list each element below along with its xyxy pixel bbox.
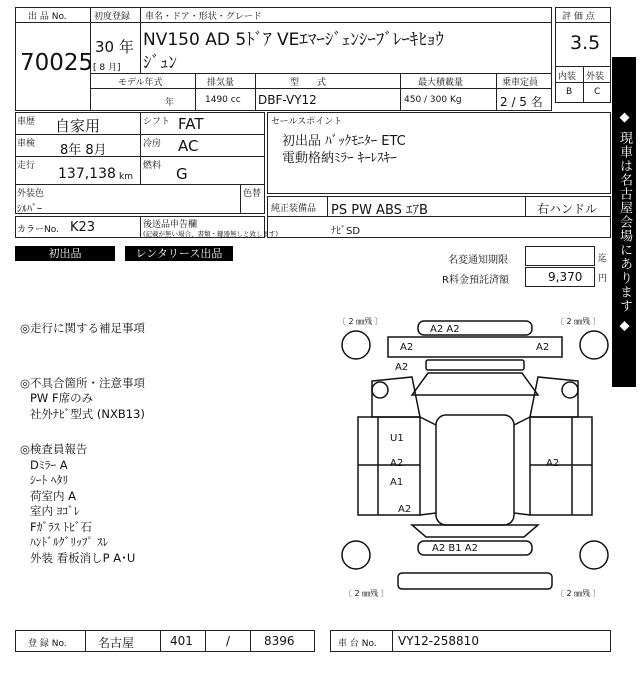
interior-label: 内装 <box>558 72 577 82</box>
registration-class: 401 <box>170 634 193 648</box>
fuel-label: 燃料 <box>143 161 162 171</box>
after-note: (記載が無い場合、書類・鍵器無しと致します) <box>143 230 279 238</box>
mark-front-bumper: A2 A2 <box>430 324 460 335</box>
recycle-amount: 9,370 <box>548 270 583 284</box>
car-name-line1: NV150 AD 5ﾄﾞｱ VEｴﾏｰｼﾞｪﾝｼｰﾌﾞﾚｰｷﾋｮｳ <box>143 30 444 50</box>
inspection: 8年 8月 <box>60 143 107 158</box>
note-line: PW F席のみ <box>30 391 94 405</box>
mark-left-rear: A2 <box>398 504 412 515</box>
chassis-label: 車 台 No. <box>338 639 377 649</box>
exterior-label: 外装 <box>586 72 605 82</box>
left-side <box>372 377 420 417</box>
model-year-label: モデル年式 <box>118 78 163 88</box>
shift-label: シフト <box>143 117 171 127</box>
registration-number: 8396 <box>264 634 295 648</box>
reg-year: 30 年 <box>95 38 134 56</box>
note-line: 外装 看板消しP A･U <box>30 550 136 565</box>
colorno: K23 <box>70 220 96 235</box>
tire-front-left <box>342 331 370 359</box>
tire-tread-rl: 〔 2 ㎜残 〕 <box>344 589 389 598</box>
lot-no: 70025 <box>20 50 94 76</box>
model-year: 年 <box>165 98 175 108</box>
equipment-label: 純正装備品 <box>271 204 317 214</box>
car-damage-diagram <box>338 315 612 600</box>
note-line: Dﾐﾗｰ A <box>30 457 68 472</box>
sales-line2: 電動格納ﾐﾗｰ ｷｰﾚｽｷｰ <box>282 151 397 166</box>
note-line: ﾊﾝﾄﾞﾙｸﾞﾘｯﾌﾟ ｽﾚ <box>30 535 109 549</box>
load-label: 最大積載量 <box>418 78 464 88</box>
tire-tread-fl: 〔 2 ㎜残 〕 <box>338 317 383 326</box>
history-label: 車歴 <box>17 117 36 127</box>
tire-tread-fr: 〔 2 ㎜残 〕 <box>556 317 601 326</box>
mark-right-door: A2 <box>546 458 560 469</box>
mileage: 137,138 <box>58 166 116 182</box>
note-line: 室内 ﾖｺﾞﾚ <box>30 504 80 518</box>
eval-label: 評 価 点 <box>562 12 595 22</box>
fuel: G <box>176 165 188 183</box>
exterior-grade: C <box>594 87 601 97</box>
equipment: PS PW ABS ｴｱB <box>331 203 428 218</box>
capacity: 2 / 5 名 <box>500 95 543 109</box>
model-type: DBF-VY12 <box>258 93 317 107</box>
inspection-label: 車検 <box>17 139 36 149</box>
ac: AC <box>178 137 199 155</box>
registration-kana: / <box>226 634 231 648</box>
note-section-driving: ◎走行に関する補足事項 <box>20 321 146 335</box>
mark-roof: U1 <box>390 433 404 444</box>
notes <box>20 321 330 566</box>
after-label: 後送品申告欄 <box>143 220 198 230</box>
colorno-label: カラーNo. <box>17 225 59 235</box>
handle: 右ハンドル <box>537 202 598 216</box>
mileage-unit: km <box>119 172 133 182</box>
roof <box>436 415 514 525</box>
first-listing-tag: 初出品 <box>15 246 115 261</box>
note-line: Fｶﾞﾗｽ ﾄﾋﾞ石 <box>30 519 93 534</box>
mark-left-fender: A2 <box>395 362 409 373</box>
disp-label: 排気量 <box>207 78 235 88</box>
navi: ﾅﾋﾞSD <box>331 226 361 237</box>
reg-label: 初度登録 <box>94 12 131 22</box>
color: ｼﾙﾊﾞｰ <box>17 204 42 215</box>
lot-no-label: 出 品 No. <box>28 12 67 22</box>
meihen-label: 名変通知期限 <box>448 255 508 266</box>
meihen-box <box>525 246 595 266</box>
mark-left-door: A2 <box>390 458 404 469</box>
reg-month: [ 8 月] <box>93 63 121 73</box>
right-side <box>530 377 578 417</box>
tire-rear-right <box>580 541 608 569</box>
type-label: 型 式 <box>290 78 327 88</box>
max-load: 450 / 300 Kg <box>404 95 462 105</box>
ac-label: 冷房 <box>143 139 162 149</box>
note-line: 社外ﾅﾋﾞ型式 (NXB13) <box>30 406 145 421</box>
displacement: 1490 cc <box>205 95 241 105</box>
tire-tread-rr: 〔 2 ㎜残 〕 <box>556 589 601 598</box>
mileage-label: 走行 <box>17 161 36 171</box>
mark-hood-left: A2 <box>400 342 414 353</box>
mark-hood-right: A2 <box>536 342 550 353</box>
note-section-defects: ◎不具合箇所・注意事項 <box>20 375 146 390</box>
sales-line1: 初出品 ﾊﾞｯｸﾓﾆﾀｰ ETC <box>282 134 406 149</box>
registration-label: 登 録 No. <box>28 639 67 649</box>
registration-city: 名古屋 <box>98 636 135 650</box>
location-banner: ◆ 現車は名古屋会場にあります ◆ <box>612 57 636 387</box>
note-line: ｼｰﾄ ﾍﾀﾘ <box>30 473 69 487</box>
color-change-label: 色替 <box>243 189 262 199</box>
mark-left-door2: A1 <box>390 477 404 488</box>
mark-rear: A2 B1 A2 <box>432 543 478 554</box>
tire-rear-left <box>342 541 370 569</box>
history: 自家用 <box>55 117 101 135</box>
sales-label: セールスポイント <box>271 117 343 127</box>
tire-front-right <box>580 331 608 359</box>
rental-tag: レンタリース出品 <box>125 246 233 261</box>
interior-grade: B <box>566 87 573 97</box>
car-name-line2: ｼﾞｭﾝ <box>143 53 177 73</box>
shift: FAT <box>178 115 204 133</box>
name-label: 車名・ドア・形状・グレード <box>145 12 262 22</box>
capacity-label: 乗車定員 <box>502 78 539 88</box>
chassis-number: VY12-258810 <box>398 634 479 648</box>
note-line: 荷室内 A <box>30 488 77 503</box>
meihen-unit: 迄 <box>598 254 608 264</box>
recycle-label: R料金預託済額 <box>442 275 509 286</box>
recycle-unit: 円 <box>598 274 608 284</box>
note-section-inspector: ◎検査員報告 <box>20 442 88 456</box>
color-label: 外装色 <box>17 189 45 199</box>
eval-score: 3.5 <box>570 32 601 54</box>
